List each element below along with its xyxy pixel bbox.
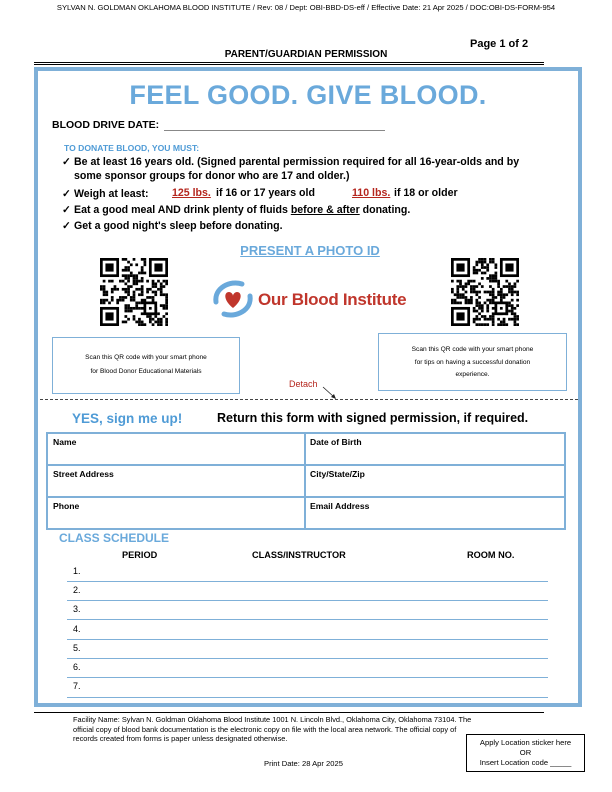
scan-left-line2: for Blood Donor Educational Materials xyxy=(90,368,202,375)
sign-up-heading: YES, sign me up! xyxy=(72,411,183,426)
check-icon: ✓ xyxy=(62,220,71,232)
schedule-row-line[interactable] xyxy=(67,600,548,601)
schedule-row-number: 4. xyxy=(73,624,81,634)
sticker-line3: Insert Location code _____ xyxy=(479,758,572,767)
scan-info-right xyxy=(378,333,567,391)
photo-id-notice: PRESENT A PHOTO ID xyxy=(240,243,380,258)
requirement-sleep xyxy=(62,219,283,233)
table-divider xyxy=(48,496,564,498)
scan-right-line3: experience. xyxy=(455,371,490,378)
divider xyxy=(34,64,544,65)
schedule-row-line[interactable] xyxy=(67,658,548,659)
class-schedule-title: CLASS SCHEDULE xyxy=(59,531,170,545)
phone-field[interactable]: Phone xyxy=(53,501,80,511)
donor-info-table xyxy=(46,432,566,530)
scan-right-line1: Scan this QR code with your smart phone xyxy=(411,346,534,353)
facility-statement: Facility Name: Sylvan N. Goldman Oklahoma Blood Institute 1001 N. Lincoln Blvd., Oklahoma City, Oklahoma 73104. The official copy of blood bank documentation is the electronic copy on file with the local area network. The official copy of records created from forms is paper unless designated otherwise. xyxy=(73,715,472,744)
schedule-row-line[interactable] xyxy=(67,639,548,640)
meal-suffix: donating. xyxy=(359,204,411,216)
detach-arrow-icon xyxy=(322,386,338,400)
schedule-row-line[interactable] xyxy=(67,581,548,582)
sleep-text: Get a good night's sleep before donating. xyxy=(74,220,283,232)
page-number: Page 1 of 2 xyxy=(470,38,529,50)
schedule-row-number: 1. xyxy=(73,566,81,576)
class-instructor-column-header: CLASS/INSTRUCTOR xyxy=(252,550,346,560)
print-date: Print Date: 28 Apr 2025 xyxy=(264,759,343,768)
schedule-row-number: 3. xyxy=(73,604,81,614)
qr-code-right-icon[interactable] xyxy=(451,258,519,326)
table-divider xyxy=(48,464,564,466)
our-blood-institute-logo xyxy=(210,278,256,320)
schedule-row-line[interactable] xyxy=(67,697,548,698)
weight-prefix: Weigh at least: xyxy=(74,188,149,200)
weight-125-condition: if 16 or 17 years old xyxy=(216,187,315,199)
meal-emphasis: before & after xyxy=(290,204,360,216)
period-column-header: PERIOD xyxy=(122,550,158,560)
check-icon: ✓ xyxy=(62,156,71,168)
form-title: PARENT/GUARDIAN PERMISSION xyxy=(224,49,388,60)
room-column-header: ROOM NO. xyxy=(467,550,515,560)
dob-field[interactable]: Date of Birth xyxy=(310,437,362,447)
weight-110-condition: if 18 or older xyxy=(394,187,458,199)
weight-value-110: 110 lbs. xyxy=(352,187,391,199)
headline: FEEL GOOD. GIVE BLOOD. xyxy=(129,80,487,110)
schedule-row-line[interactable] xyxy=(67,619,548,620)
detach-label: Detach xyxy=(289,379,318,389)
email-field[interactable]: Email Address xyxy=(310,501,370,511)
scan-right-line2: for tips on having a successful donation xyxy=(414,358,531,366)
name-field[interactable]: Name xyxy=(53,437,77,447)
schedule-row-number: 6. xyxy=(73,662,81,672)
meal-prefix: Eat a good meal AND drink plenty of fluids xyxy=(74,204,291,216)
city-state-zip-field[interactable]: City/State/Zip xyxy=(310,469,365,479)
requirement-weight xyxy=(62,187,149,201)
check-icon: ✓ xyxy=(62,204,71,216)
schedule-row-number: 7. xyxy=(73,681,81,691)
logo-text: Our Blood Institute xyxy=(258,290,407,309)
requirement-meal xyxy=(62,203,410,217)
location-sticker-box[interactable] xyxy=(466,734,585,772)
detach-line xyxy=(40,399,578,400)
scan-info-left xyxy=(52,337,240,394)
schedule-row-line[interactable] xyxy=(67,677,548,678)
sticker-line2: OR xyxy=(519,748,532,757)
requirement-age-text: Be at least 16 years old. (Signed parental permission required for all 16-year-olds and by xyxy=(74,156,520,168)
schedule-row-number: 5. xyxy=(73,643,81,653)
street-address-field[interactable]: Street Address xyxy=(53,469,114,479)
blood-drive-date-label: BLOOD DRIVE DATE: xyxy=(52,119,160,131)
schedule-row-number: 2. xyxy=(73,585,81,595)
requirement-age xyxy=(62,155,562,169)
weight-value-125: 125 lbs. xyxy=(172,187,211,199)
divider xyxy=(34,712,544,713)
table-divider xyxy=(304,434,306,528)
check-icon: ✓ xyxy=(62,188,71,200)
document-header: SYLVAN N. GOLDMAN OKLAHOMA BLOOD INSTITUTE / Rev: 08 / Dept: OBI-BBD-DS-eff / Effective Date: 21 Apr 2025 / DOC:OBI-DS-FORM-954 xyxy=(56,3,556,12)
return-instructions: Return this form with signed permission, if required. xyxy=(217,411,529,425)
qr-code-left-icon[interactable] xyxy=(100,258,168,326)
divider xyxy=(34,62,544,63)
requirements-heading: TO DONATE BLOOD, YOU MUST: xyxy=(64,143,200,153)
requirement-age-line2: some sponsor groups for donor who are 17 and older.) xyxy=(74,170,350,182)
sticker-line1: Apply Location sticker here xyxy=(479,738,572,747)
blood-drive-date-field[interactable] xyxy=(164,130,385,131)
scan-left-line1: Scan this QR code with your smart phone xyxy=(85,354,207,361)
